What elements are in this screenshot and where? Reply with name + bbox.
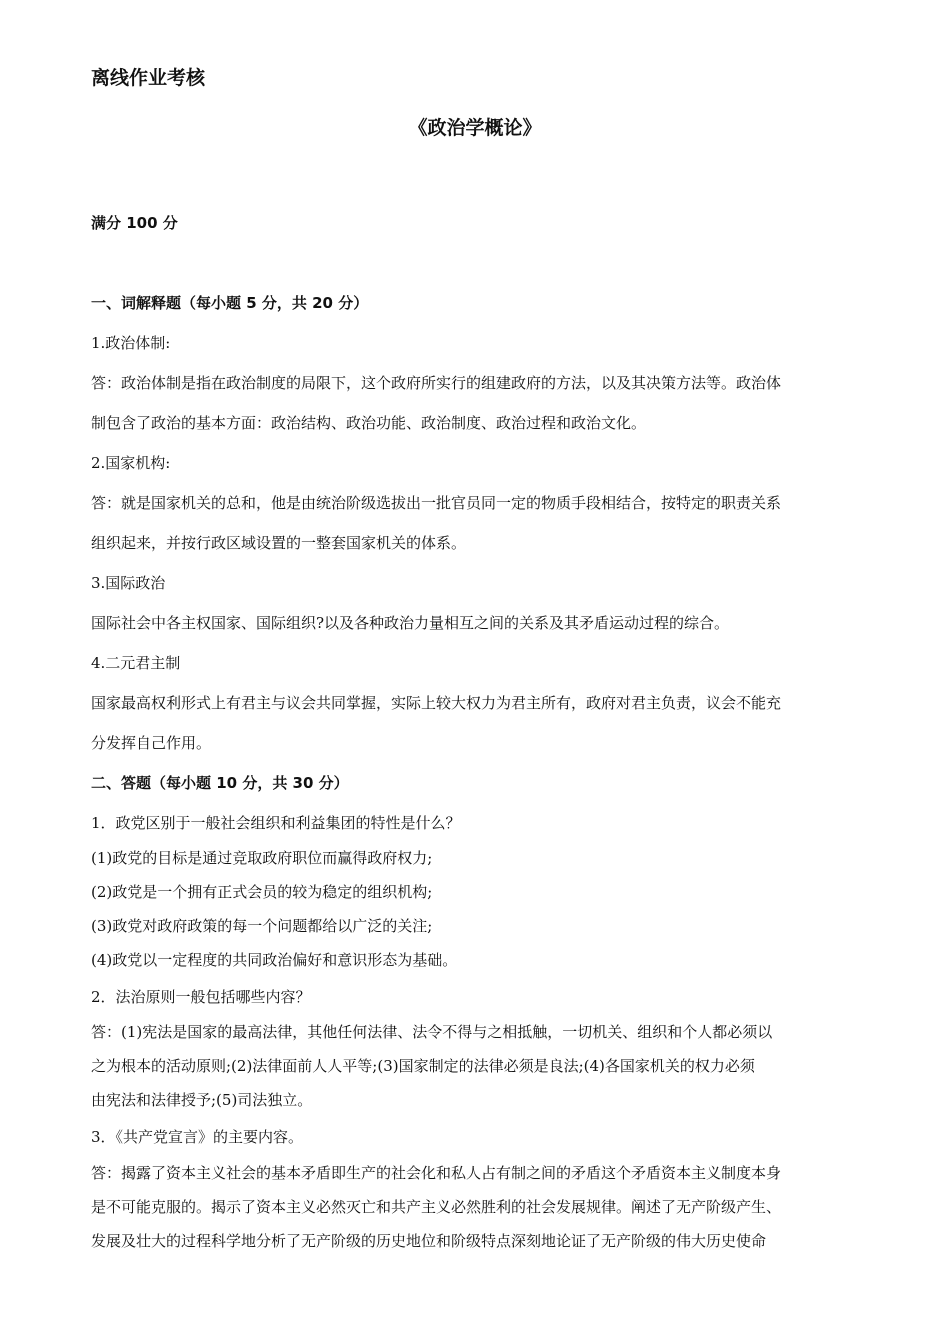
s2-q2-question: 2．法治原则一般包括哪些内容？ (91, 988, 311, 1006)
s1-q4-answer-line: 国家最高权利形式上有君主与议会共同掌握，实际上较大权力为君主所有，政府对君主负责，议会不能充 (91, 694, 782, 712)
s2-q1-answer-line: (3)政党对政府政策的每一个问题都给以广泛的关注; (91, 917, 433, 935)
s2-q3-answer-line: 是不可能克服的。揭示了资本主义必然灭亡和共产主义必然胜利的社会发展规律。阐述了无产阶级产生、 (91, 1198, 782, 1216)
s1-q1-answer-line: 答：政治体制是指在政治制度的局限下，这个政府所实行的组建政府的方法，以及其决策方法等。政治体 (91, 374, 782, 392)
s1-q1-question: 1.政治体制: (91, 334, 171, 352)
s2-q1-question: 1．政党区别于一般社会组织和利益集团的特性是什么？ (91, 814, 461, 832)
s2-q3-answer-line: 答：揭露了资本主义社会的基本矛盾即生产的社会化和私人占有制之间的矛盾这个矛盾资本主义制度本身 (91, 1164, 782, 1182)
document-title: 《政治学概论》 (408, 117, 542, 139)
s1-q2-answer-line: 答：就是国家机关的总和，他是由统治阶级选拔出一批官员同一定的物质手段相结合，按特定的职责关系 (91, 494, 782, 512)
s2-q1-answer-line: (2)政党是一个拥有正式会员的较为稳定的组织机构; (91, 883, 433, 901)
s1-q1-answer-line: 制包含了政治的基本方面：政治结构、政治功能、政治制度、政治过程和政治文化。 (91, 414, 647, 432)
s2-q3-question: 3．《共产党宣言》的主要内容。 (91, 1128, 304, 1146)
document-header: 离线作业考核 (91, 67, 206, 89)
s1-q4-question: 4.二元君主制 (91, 654, 181, 672)
s2-q2-answer-line: 由宪法和法律授予;(5)司法独立。 (91, 1091, 313, 1109)
s2-q2-answer-line: 之为根本的活动原则;(2)法律面前人人平等;(3)国家制定的法律必须是良法;(4)各国家机关的权力必须 (91, 1057, 755, 1075)
s1-q3-question: 3.国际政治 (91, 574, 166, 592)
s1-q2-answer-line: 组织起来，并按行政区域设置的一整套国家机关的体系。 (91, 534, 467, 552)
s2-q1-answer-line: (4)政党以一定程度的共同政治偏好和意识形态为基础。 (91, 951, 458, 969)
s2-q2-answer-line: 答：(1)宪法是国家的最高法律，其他任何法律、法令不得与之相抵触，一切机关、组织和个人都必须以 (91, 1023, 773, 1041)
section1-heading: 一、词解释题（每小题 5 分，共 20 分） (91, 294, 369, 312)
s1-q4-answer-line: 分发挥自己作用。 (91, 734, 212, 752)
section2-heading: 二、答题（每小题 10 分，共 30 分） (91, 774, 349, 792)
s1-q3-answer-line: 国际社会中各主权国家、国际组织?以及各种政治力量相互之间的关系及其矛盾运动过程的综合。 (91, 614, 730, 632)
s2-q3-answer-line: 发展及壮大的过程科学地分析了无产阶级的历史地位和阶级特点深刻地论证了无产阶级的伟大历史使命 (91, 1232, 767, 1250)
s1-q2-question: 2.国家机构: (91, 454, 171, 472)
full-score: 满分 100 分 (91, 214, 178, 232)
s2-q1-answer-line: (1)政党的目标是通过竞取政府职位而赢得政府权力; (91, 849, 433, 867)
